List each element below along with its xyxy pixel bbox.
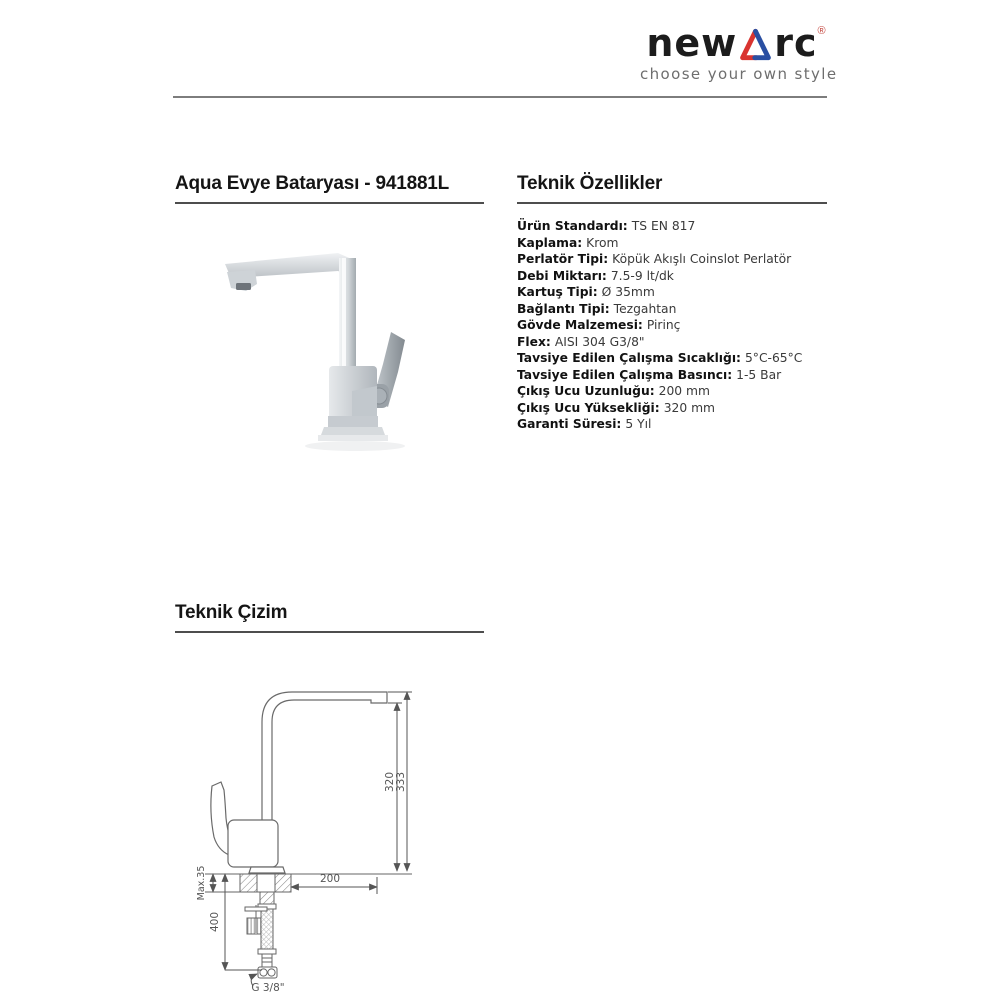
photo-column-highlight — [342, 258, 346, 372]
brand-logo — [640, 21, 838, 83]
photo-base-step2 — [321, 427, 385, 435]
spec-row: Bağlantı Tipi: Tezgahtan — [517, 301, 677, 316]
spec-row: Kartuş Tipi: Ø 35mm — [517, 285, 655, 299]
photo-aerator — [236, 283, 251, 290]
spec-row: Çıkış Ucu Uzunluğu: 200 mm — [517, 384, 710, 398]
dim-label-max35: Max.35 — [196, 865, 207, 901]
spec-row: Tavsiye Edilen Çalışma Basıncı: 1-5 Bar — [517, 367, 782, 382]
product-title-underline — [175, 202, 484, 204]
product-photo — [203, 233, 453, 461]
spec-row: Gövde Malzemesi: Pirinç — [517, 318, 681, 332]
product-title: Aqua Evye Bataryası - 941881L — [175, 173, 450, 194]
dim-label-g38: G 3/8" — [251, 982, 285, 994]
brand-tagline: choose your own style — [640, 65, 838, 83]
spec-row: Flex: AISI 304 G3/8" — [517, 334, 645, 349]
spec-row: Çıkış Ucu Yüksekliği: 320 mm — [517, 400, 716, 415]
photo-shadow — [305, 441, 405, 451]
spec-row: Garanti Süresi: 5 Yıl — [517, 417, 652, 431]
drawing-body — [228, 820, 278, 867]
drawing-shank — [260, 892, 274, 904]
logo-text-left: new — [646, 21, 738, 65]
drawing-counter-hatch-right — [275, 874, 291, 892]
drawing-spout — [262, 692, 387, 822]
dim-label-333: 333 — [395, 771, 407, 793]
dim-label-200: 200 — [319, 873, 341, 885]
drawing-counter-hatch-left — [240, 874, 257, 892]
dim-label-320: 320 — [384, 771, 396, 793]
drawing-hose-fitting — [262, 954, 272, 967]
spec-row: Ürün Standardı: TS EN 817 — [517, 219, 696, 233]
photo-base-step1 — [328, 416, 378, 427]
specs-heading-underline — [517, 202, 827, 204]
drawing-base-flange — [249, 867, 285, 873]
photo-base-step3 — [318, 435, 388, 441]
drawing-mount-bar — [245, 907, 267, 911]
photo-column — [339, 258, 356, 372]
registered-mark: ® — [817, 25, 826, 37]
logo-text-right: rc — [774, 21, 818, 65]
photo-body-shade — [352, 386, 377, 419]
header-divider — [173, 96, 827, 98]
spec-row: Perlatör Tipi: Köpük Akışlı Coinslot Perlatör — [517, 252, 792, 266]
drawing-heading-underline — [175, 631, 484, 633]
drawing-mount-block — [247, 918, 261, 934]
specs-list — [517, 218, 847, 433]
technical-drawing — [175, 648, 425, 1000]
drawing-hose-collar-bottom — [258, 949, 276, 954]
logo-triangle-icon — [739, 28, 772, 61]
spec-row: Tavsiye Edilen Çalışma Sıcaklığı: 5°C-65°C — [517, 351, 803, 365]
specs-heading: Teknik Özellikler — [517, 173, 663, 194]
logo-wordmark — [640, 21, 832, 65]
dim-label-400: 400 — [209, 911, 221, 933]
drawing-heading: Teknik Çizim — [175, 602, 288, 623]
spec-row: Debi Miktarı: 7.5-9 lt/dk — [517, 268, 674, 283]
spec-row: Kaplama: Krom — [517, 235, 619, 250]
